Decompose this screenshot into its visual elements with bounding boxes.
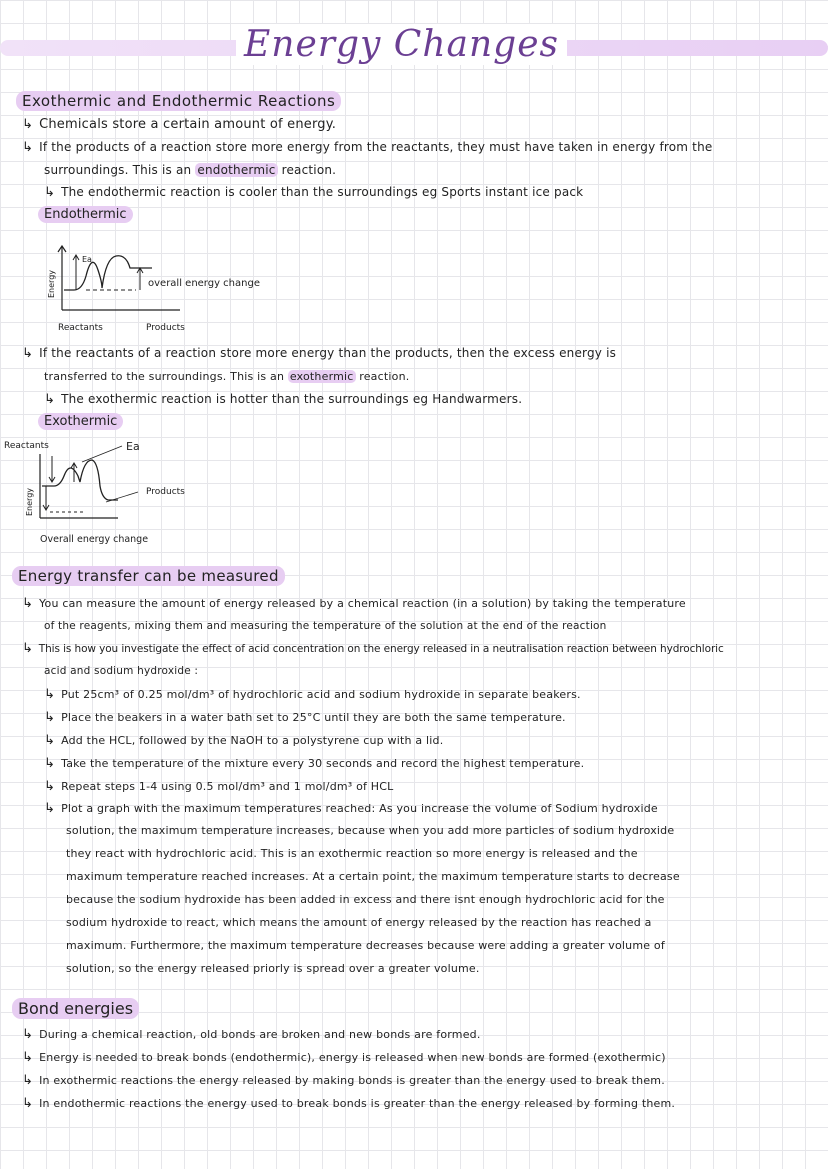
method-step: ↳ Put 25cm³ of 0.25 mol/dm³ of hydrochloric acid and sodium hydroxide in separate beakers. bbox=[44, 687, 581, 702]
arrow-icon: ↳ bbox=[44, 392, 56, 407]
paragraph-line: maximum. Furthermore, the maximum temperature decreases because were adding a greater volume of bbox=[66, 939, 665, 952]
list-item: ↳ In endothermic reactions the energy used to break bonds is greater than the energy released by forming them. bbox=[22, 1096, 676, 1111]
method-step: ↳ Take the temperature of the mixture every 30 seconds and record the highest temperature. bbox=[44, 756, 585, 771]
arrow-icon: ↳ bbox=[44, 687, 56, 702]
exothermic-energy-diagram bbox=[0, 434, 240, 550]
overall-label: Overall energy change bbox=[40, 534, 149, 545]
arrow-icon: ↳ bbox=[22, 641, 33, 656]
arrow-icon: ↳ bbox=[22, 140, 34, 155]
y-axis-label: Energy bbox=[25, 487, 34, 516]
list-item: ↳ Energy is needed to break bonds (endothermic), energy is released when new bonds are formed (exothermic) bbox=[22, 1050, 666, 1065]
list-item: ↳ In exothermic reactions the energy released by making bonds is greater than the energy used to break them. bbox=[22, 1073, 665, 1088]
paragraph-line: maximum temperature reached increases. At a certain point, the maximum temperature starts to decrease bbox=[66, 870, 680, 883]
paragraph-line: they react with hydrochloric acid. This is an exothermic reaction so more energy is released and the bbox=[66, 847, 638, 860]
arrow-icon: ↳ bbox=[44, 779, 56, 794]
arrow-icon: ↳ bbox=[22, 346, 34, 361]
list-item: ↳ The exothermic reaction is hotter than the surroundings eg Handwarmers. bbox=[44, 392, 523, 407]
ea-label: Ea bbox=[82, 255, 92, 264]
section-heading-energy-transfer: Energy transfer can be measured bbox=[12, 566, 285, 586]
method-step: ↳ Add the HCL, followed by the NaOH to a polystyrene cup with a lid. bbox=[44, 733, 444, 748]
list-item-continued: transferred to the surroundings. This is an exothermic reaction. bbox=[44, 370, 410, 383]
section-heading-exo-endo: Exothermic and Endothermic Reactions bbox=[16, 91, 341, 111]
arrow-icon: ↳ bbox=[44, 756, 56, 771]
products-label: Products bbox=[146, 487, 185, 497]
list-item: ↳ Chemicals store a certain amount of energy. bbox=[22, 117, 337, 132]
paragraph-line: because the sodium hydroxide has been added in excess and there isnt enough hydrochloric acid for the bbox=[66, 893, 665, 906]
arrow-icon: ↳ bbox=[22, 1027, 34, 1042]
section-heading-bond-energies: Bond energies bbox=[12, 998, 139, 1019]
list-item: ↳ If the reactants of a reaction store more energy than the products, then the excess energy is bbox=[22, 346, 617, 361]
ea-label: Ea bbox=[126, 440, 140, 453]
y-axis-label: Energy bbox=[47, 269, 56, 298]
reaction-curve bbox=[64, 256, 152, 290]
exothermic-label: Exothermic bbox=[38, 413, 123, 430]
list-item: ↳ The endothermic reaction is cooler than the surroundings eg Sports instant ice pack bbox=[44, 185, 584, 200]
paragraph-line: solution, so the energy released priorly is spread over a greater volume. bbox=[66, 962, 480, 975]
list-item-continued: acid and sodium hydroxide : bbox=[44, 665, 199, 677]
list-item: ↳ During a chemical reaction, old bonds are broken and new bonds are formed. bbox=[22, 1027, 481, 1042]
arrow-icon: ↳ bbox=[22, 117, 34, 132]
arrow-icon: ↳ bbox=[44, 733, 56, 748]
endothermic-label: Endothermic bbox=[38, 206, 133, 223]
products-label: Products bbox=[146, 323, 185, 333]
paragraph-line: solution, the maximum temperature increases, because when you add more particles of sodium hydroxide bbox=[66, 824, 675, 837]
arrow-icon: ↳ bbox=[22, 596, 34, 611]
ea-pointer bbox=[82, 446, 122, 462]
list-item: ↳ You can measure the amount of energy released by a chemical reaction (in a solution) by taking the temperature bbox=[22, 596, 686, 611]
arrow-icon: ↳ bbox=[22, 1050, 34, 1065]
page-title: Energy Changes bbox=[236, 24, 567, 65]
list-item: ↳ If the products of a reaction store more energy from the reactants, they must have taken in energy from the bbox=[22, 140, 713, 155]
method-step: ↳ Plot a graph with the maximum temperatures reached: As you increase the volume of Sodium hydroxide bbox=[44, 801, 658, 816]
method-step: ↳ Repeat steps 1-4 using 0.5 mol/dm³ and 1 mol/dm³ of HCL bbox=[44, 779, 394, 794]
overall-label: overall energy change bbox=[148, 278, 260, 289]
list-item-continued: surroundings. This is an endothermic reaction. bbox=[44, 163, 337, 177]
arrow-icon: ↳ bbox=[44, 710, 56, 725]
list-item-continued: of the reagents, mixing them and measuring the temperature of the solution at the end of the reaction bbox=[44, 620, 607, 632]
arrow-icon: ↳ bbox=[44, 801, 56, 816]
list-item: ↳ This is how you investigate the effect of acid concentration on the energy released in a neutralisation reaction between hydrochloric bbox=[22, 641, 724, 656]
reactants-label: Reactants bbox=[58, 323, 103, 333]
method-step: ↳ Place the beakers in a water bath set to 25°C until they are both the same temperature. bbox=[44, 710, 566, 725]
arrow-icon: ↳ bbox=[22, 1073, 34, 1088]
products-pointer bbox=[106, 492, 138, 502]
endothermic-energy-diagram bbox=[40, 238, 300, 338]
paragraph-line: sodium hydroxide to react, which means the amount of energy released by the reaction has reached a bbox=[66, 916, 652, 929]
reactants-label: Reactants bbox=[4, 441, 49, 451]
arrow-icon: ↳ bbox=[22, 1096, 34, 1111]
arrow-icon: ↳ bbox=[44, 185, 56, 200]
